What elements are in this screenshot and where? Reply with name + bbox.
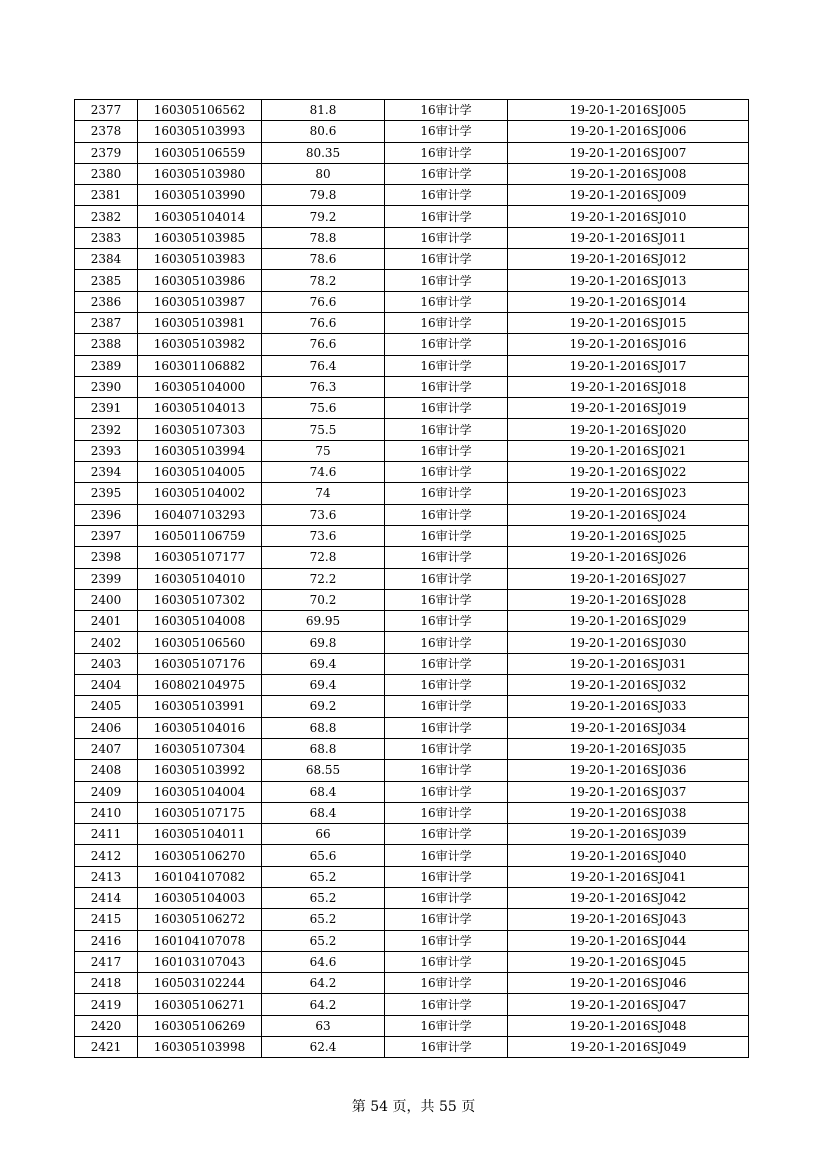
- cell-major: 16审计学: [385, 100, 508, 121]
- table-row: [75, 227, 749, 248]
- cell-major: 16审计学: [385, 909, 508, 930]
- table-row: [75, 419, 749, 440]
- cell-record-code: 19-20-1-2016SJ033: [508, 696, 749, 717]
- table-row: [75, 589, 749, 610]
- cell-seq-no: 2384: [75, 249, 138, 270]
- cell-student-id: 160305104005: [138, 462, 262, 483]
- cell-student-id: 160305103981: [138, 312, 262, 333]
- cell-score: 74.6: [262, 462, 385, 483]
- cell-score: 64.2: [262, 994, 385, 1015]
- cell-record-code: 19-20-1-2016SJ018: [508, 376, 749, 397]
- cell-seq-no: 2404: [75, 675, 138, 696]
- cell-major: 16审计学: [385, 376, 508, 397]
- cell-major: 16审计学: [385, 930, 508, 951]
- cell-score: 64.6: [262, 951, 385, 972]
- cell-student-id: 160305107304: [138, 738, 262, 759]
- cell-major: 16审计学: [385, 632, 508, 653]
- cell-student-id: 160407103293: [138, 504, 262, 525]
- cell-record-code: 19-20-1-2016SJ008: [508, 163, 749, 184]
- cell-student-id: 160305103994: [138, 440, 262, 461]
- cell-score: 68.55: [262, 760, 385, 781]
- cell-student-id: 160305103998: [138, 1037, 262, 1058]
- cell-seq-no: 2419: [75, 994, 138, 1015]
- cell-record-code: 19-20-1-2016SJ012: [508, 249, 749, 270]
- cell-student-id: 160305107176: [138, 653, 262, 674]
- cell-major: 16审计学: [385, 781, 508, 802]
- cell-major: 16审计学: [385, 398, 508, 419]
- cell-seq-no: 2393: [75, 440, 138, 461]
- table-row: [75, 398, 749, 419]
- cell-score: 76.3: [262, 376, 385, 397]
- cell-score: 69.2: [262, 696, 385, 717]
- cell-student-id: 160305106562: [138, 100, 262, 121]
- cell-record-code: 19-20-1-2016SJ044: [508, 930, 749, 951]
- cell-student-id: 160305104008: [138, 611, 262, 632]
- cell-seq-no: 2421: [75, 1037, 138, 1058]
- table-row: [75, 675, 749, 696]
- cell-score: 68.4: [262, 802, 385, 823]
- cell-record-code: 19-20-1-2016SJ025: [508, 525, 749, 546]
- cell-record-code: 19-20-1-2016SJ047: [508, 994, 749, 1015]
- cell-seq-no: 2385: [75, 270, 138, 291]
- table-row: [75, 696, 749, 717]
- cell-major: 16审计学: [385, 951, 508, 972]
- cell-major: 16审计学: [385, 419, 508, 440]
- cell-student-id: 160503102244: [138, 973, 262, 994]
- cell-record-code: 19-20-1-2016SJ043: [508, 909, 749, 930]
- cell-score: 80: [262, 163, 385, 184]
- cell-score: 65.2: [262, 930, 385, 951]
- cell-seq-no: 2401: [75, 611, 138, 632]
- cell-major: 16审计学: [385, 589, 508, 610]
- cell-score: 63: [262, 1015, 385, 1036]
- cell-student-id: 160305107177: [138, 547, 262, 568]
- table-row: [75, 270, 749, 291]
- cell-major: 16审计学: [385, 845, 508, 866]
- cell-major: 16审计学: [385, 185, 508, 206]
- cell-seq-no: 2387: [75, 312, 138, 333]
- table-row: [75, 142, 749, 163]
- cell-score: 68.8: [262, 717, 385, 738]
- table-row: [75, 930, 749, 951]
- cell-score: 79.2: [262, 206, 385, 227]
- score-table-body: [75, 100, 749, 1058]
- cell-score: 75: [262, 440, 385, 461]
- cell-score: 72.8: [262, 547, 385, 568]
- cell-student-id: 160305104000: [138, 376, 262, 397]
- table-row: [75, 206, 749, 227]
- cell-student-id: 160305106272: [138, 909, 262, 930]
- cell-record-code: 19-20-1-2016SJ046: [508, 973, 749, 994]
- table-row: [75, 824, 749, 845]
- table-row: [75, 483, 749, 504]
- cell-record-code: 19-20-1-2016SJ014: [508, 291, 749, 312]
- cell-student-id: 160305107302: [138, 589, 262, 610]
- cell-record-code: 19-20-1-2016SJ029: [508, 611, 749, 632]
- cell-student-id: 160305104013: [138, 398, 262, 419]
- table-row: [75, 611, 749, 632]
- footer-total-pages: 55: [438, 1099, 457, 1115]
- cell-student-id: 160305104010: [138, 568, 262, 589]
- table-row: [75, 462, 749, 483]
- cell-student-id: 160305103990: [138, 185, 262, 206]
- cell-major: 16审计学: [385, 334, 508, 355]
- cell-record-code: 19-20-1-2016SJ020: [508, 419, 749, 440]
- cell-score: 70.2: [262, 589, 385, 610]
- cell-major: 16审计学: [385, 163, 508, 184]
- cell-major: 16审计学: [385, 525, 508, 546]
- cell-student-id: 160305103991: [138, 696, 262, 717]
- cell-student-id: 160305104003: [138, 887, 262, 908]
- table-row: [75, 973, 749, 994]
- cell-record-code: 19-20-1-2016SJ005: [508, 100, 749, 121]
- cell-seq-no: 2386: [75, 291, 138, 312]
- cell-seq-no: 2420: [75, 1015, 138, 1036]
- cell-student-id: 160305104014: [138, 206, 262, 227]
- cell-seq-no: 2377: [75, 100, 138, 121]
- cell-record-code: 19-20-1-2016SJ041: [508, 866, 749, 887]
- cell-student-id: 160305104016: [138, 717, 262, 738]
- cell-major: 16审计学: [385, 312, 508, 333]
- cell-major: 16审计学: [385, 462, 508, 483]
- table-row: [75, 909, 749, 930]
- cell-seq-no: 2415: [75, 909, 138, 930]
- cell-seq-no: 2400: [75, 589, 138, 610]
- cell-major: 16审计学: [385, 504, 508, 525]
- cell-major: 16审计学: [385, 227, 508, 248]
- table-row: [75, 291, 749, 312]
- cell-record-code: 19-20-1-2016SJ006: [508, 121, 749, 142]
- cell-major: 16审计学: [385, 249, 508, 270]
- cell-major: 16审计学: [385, 568, 508, 589]
- cell-score: 76.6: [262, 334, 385, 355]
- table-row: [75, 355, 749, 376]
- cell-score: 69.4: [262, 675, 385, 696]
- cell-student-id: 160802104975: [138, 675, 262, 696]
- table-row: [75, 781, 749, 802]
- cell-score: 80.35: [262, 142, 385, 163]
- cell-major: 16审计学: [385, 121, 508, 142]
- cell-score: 64.2: [262, 973, 385, 994]
- cell-student-id: 160305106270: [138, 845, 262, 866]
- cell-score: 75.6: [262, 398, 385, 419]
- table-row: [75, 802, 749, 823]
- table-row: [75, 504, 749, 525]
- cell-record-code: 19-20-1-2016SJ015: [508, 312, 749, 333]
- cell-student-id: 160305103987: [138, 291, 262, 312]
- table-row: [75, 653, 749, 674]
- footer-current-page: 54: [370, 1099, 389, 1115]
- table-row: [75, 845, 749, 866]
- cell-seq-no: 2383: [75, 227, 138, 248]
- cell-student-id: 160305106269: [138, 1015, 262, 1036]
- cell-score: 69.8: [262, 632, 385, 653]
- cell-student-id: 160104107082: [138, 866, 262, 887]
- cell-major: 16审计学: [385, 887, 508, 908]
- cell-record-code: 19-20-1-2016SJ040: [508, 845, 749, 866]
- table-row: [75, 376, 749, 397]
- cell-major: 16审计学: [385, 994, 508, 1015]
- table-row: [75, 249, 749, 270]
- table-row: [75, 866, 749, 887]
- cell-major: 16审计学: [385, 142, 508, 163]
- cell-student-id: 160305103986: [138, 270, 262, 291]
- cell-score: 80.6: [262, 121, 385, 142]
- cell-student-id: 160305107175: [138, 802, 262, 823]
- cell-major: 16审计学: [385, 824, 508, 845]
- cell-seq-no: 2390: [75, 376, 138, 397]
- cell-score: 73.6: [262, 504, 385, 525]
- cell-record-code: 19-20-1-2016SJ016: [508, 334, 749, 355]
- cell-seq-no: 2414: [75, 887, 138, 908]
- footer-suffix: 页: [461, 1099, 476, 1115]
- cell-seq-no: 2396: [75, 504, 138, 525]
- cell-seq-no: 2418: [75, 973, 138, 994]
- cell-major: 16审计学: [385, 973, 508, 994]
- cell-seq-no: 2389: [75, 355, 138, 376]
- cell-major: 16审计学: [385, 866, 508, 887]
- cell-major: 16审计学: [385, 1037, 508, 1058]
- cell-seq-no: 2397: [75, 525, 138, 546]
- table-row: [75, 100, 749, 121]
- cell-score: 72.2: [262, 568, 385, 589]
- cell-record-code: 19-20-1-2016SJ037: [508, 781, 749, 802]
- cell-score: 66: [262, 824, 385, 845]
- cell-seq-no: 2413: [75, 866, 138, 887]
- table-row: [75, 121, 749, 142]
- cell-score: 78.8: [262, 227, 385, 248]
- cell-student-id: 160305106271: [138, 994, 262, 1015]
- cell-record-code: 19-20-1-2016SJ023: [508, 483, 749, 504]
- cell-seq-no: 2382: [75, 206, 138, 227]
- cell-record-code: 19-20-1-2016SJ026: [508, 547, 749, 568]
- footer-middle: 页，共: [392, 1099, 435, 1115]
- cell-score: 74: [262, 483, 385, 504]
- cell-student-id: 160305106559: [138, 142, 262, 163]
- cell-record-code: 19-20-1-2016SJ021: [508, 440, 749, 461]
- cell-score: 78.6: [262, 249, 385, 270]
- cell-student-id: 160305104004: [138, 781, 262, 802]
- cell-score: 76.4: [262, 355, 385, 376]
- cell-score: 62.4: [262, 1037, 385, 1058]
- cell-score: 65.2: [262, 909, 385, 930]
- page-footer: [0, 1098, 827, 1116]
- cell-score: 65.2: [262, 887, 385, 908]
- cell-record-code: 19-20-1-2016SJ017: [508, 355, 749, 376]
- cell-seq-no: 2379: [75, 142, 138, 163]
- cell-major: 16审计学: [385, 206, 508, 227]
- cell-record-code: 19-20-1-2016SJ042: [508, 887, 749, 908]
- cell-major: 16审计学: [385, 675, 508, 696]
- cell-seq-no: 2407: [75, 738, 138, 759]
- table-row: [75, 717, 749, 738]
- cell-major: 16审计学: [385, 611, 508, 632]
- table-row: [75, 312, 749, 333]
- cell-record-code: 19-20-1-2016SJ027: [508, 568, 749, 589]
- cell-student-id: 160305103993: [138, 121, 262, 142]
- cell-record-code: 19-20-1-2016SJ038: [508, 802, 749, 823]
- cell-record-code: 19-20-1-2016SJ024: [508, 504, 749, 525]
- cell-record-code: 19-20-1-2016SJ030: [508, 632, 749, 653]
- cell-seq-no: 2378: [75, 121, 138, 142]
- cell-student-id: 160301106882: [138, 355, 262, 376]
- table-row: [75, 440, 749, 461]
- cell-seq-no: 2394: [75, 462, 138, 483]
- cell-score: 81.8: [262, 100, 385, 121]
- table-row: [75, 163, 749, 184]
- cell-student-id: 160305103983: [138, 249, 262, 270]
- cell-seq-no: 2380: [75, 163, 138, 184]
- cell-seq-no: 2391: [75, 398, 138, 419]
- cell-seq-no: 2410: [75, 802, 138, 823]
- cell-major: 16审计学: [385, 547, 508, 568]
- cell-student-id: 160305103992: [138, 760, 262, 781]
- cell-student-id: 160305103980: [138, 163, 262, 184]
- table-row: [75, 738, 749, 759]
- cell-record-code: 19-20-1-2016SJ007: [508, 142, 749, 163]
- cell-record-code: 19-20-1-2016SJ031: [508, 653, 749, 674]
- table-row: [75, 632, 749, 653]
- cell-record-code: 19-20-1-2016SJ034: [508, 717, 749, 738]
- cell-major: 16审计学: [385, 291, 508, 312]
- cell-record-code: 19-20-1-2016SJ035: [508, 738, 749, 759]
- cell-record-code: 19-20-1-2016SJ039: [508, 824, 749, 845]
- table-row: [75, 525, 749, 546]
- cell-record-code: 19-20-1-2016SJ022: [508, 462, 749, 483]
- cell-seq-no: 2416: [75, 930, 138, 951]
- cell-seq-no: 2409: [75, 781, 138, 802]
- cell-seq-no: 2381: [75, 185, 138, 206]
- cell-major: 16审计学: [385, 696, 508, 717]
- cell-score: 68.8: [262, 738, 385, 759]
- table-row: [75, 760, 749, 781]
- table-row: [75, 887, 749, 908]
- cell-score: 79.8: [262, 185, 385, 206]
- cell-score: 65.2: [262, 866, 385, 887]
- cell-student-id: 160104107078: [138, 930, 262, 951]
- table-row: [75, 1015, 749, 1036]
- cell-record-code: 19-20-1-2016SJ032: [508, 675, 749, 696]
- cell-record-code: 19-20-1-2016SJ049: [508, 1037, 749, 1058]
- table-row: [75, 334, 749, 355]
- table-row: [75, 547, 749, 568]
- cell-student-id: 160305107303: [138, 419, 262, 440]
- cell-seq-no: 2395: [75, 483, 138, 504]
- cell-major: 16审计学: [385, 653, 508, 674]
- cell-score: 76.6: [262, 312, 385, 333]
- cell-student-id: 160501106759: [138, 525, 262, 546]
- cell-record-code: 19-20-1-2016SJ009: [508, 185, 749, 206]
- table-row: [75, 568, 749, 589]
- cell-student-id: 160305104002: [138, 483, 262, 504]
- cell-major: 16审计学: [385, 355, 508, 376]
- cell-record-code: 19-20-1-2016SJ036: [508, 760, 749, 781]
- score-table: [74, 99, 749, 1058]
- cell-record-code: 19-20-1-2016SJ045: [508, 951, 749, 972]
- cell-student-id: 160103107043: [138, 951, 262, 972]
- cell-seq-no: 2417: [75, 951, 138, 972]
- cell-major: 16审计学: [385, 760, 508, 781]
- cell-seq-no: 2408: [75, 760, 138, 781]
- cell-student-id: 160305103985: [138, 227, 262, 248]
- cell-score: 69.95: [262, 611, 385, 632]
- cell-record-code: 19-20-1-2016SJ013: [508, 270, 749, 291]
- cell-score: 75.5: [262, 419, 385, 440]
- cell-record-code: 19-20-1-2016SJ019: [508, 398, 749, 419]
- cell-seq-no: 2392: [75, 419, 138, 440]
- cell-major: 16审计学: [385, 270, 508, 291]
- cell-score: 76.6: [262, 291, 385, 312]
- cell-seq-no: 2402: [75, 632, 138, 653]
- cell-seq-no: 2412: [75, 845, 138, 866]
- footer-prefix: 第: [351, 1099, 366, 1115]
- table-row: [75, 185, 749, 206]
- cell-major: 16审计学: [385, 738, 508, 759]
- cell-score: 69.4: [262, 653, 385, 674]
- table-row: [75, 951, 749, 972]
- cell-student-id: 160305106560: [138, 632, 262, 653]
- cell-major: 16审计学: [385, 440, 508, 461]
- cell-student-id: 160305104011: [138, 824, 262, 845]
- cell-score: 68.4: [262, 781, 385, 802]
- cell-score: 78.2: [262, 270, 385, 291]
- table-row: [75, 1037, 749, 1058]
- cell-seq-no: 2399: [75, 568, 138, 589]
- cell-record-code: 19-20-1-2016SJ028: [508, 589, 749, 610]
- cell-score: 73.6: [262, 525, 385, 546]
- cell-student-id: 160305103982: [138, 334, 262, 355]
- cell-seq-no: 2403: [75, 653, 138, 674]
- cell-seq-no: 2411: [75, 824, 138, 845]
- cell-seq-no: 2388: [75, 334, 138, 355]
- cell-seq-no: 2398: [75, 547, 138, 568]
- table-row: [75, 994, 749, 1015]
- cell-major: 16审计学: [385, 717, 508, 738]
- cell-major: 16审计学: [385, 483, 508, 504]
- cell-major: 16审计学: [385, 802, 508, 823]
- cell-seq-no: 2406: [75, 717, 138, 738]
- cell-score: 65.6: [262, 845, 385, 866]
- cell-record-code: 19-20-1-2016SJ010: [508, 206, 749, 227]
- cell-record-code: 19-20-1-2016SJ011: [508, 227, 749, 248]
- cell-major: 16审计学: [385, 1015, 508, 1036]
- cell-seq-no: 2405: [75, 696, 138, 717]
- cell-record-code: 19-20-1-2016SJ048: [508, 1015, 749, 1036]
